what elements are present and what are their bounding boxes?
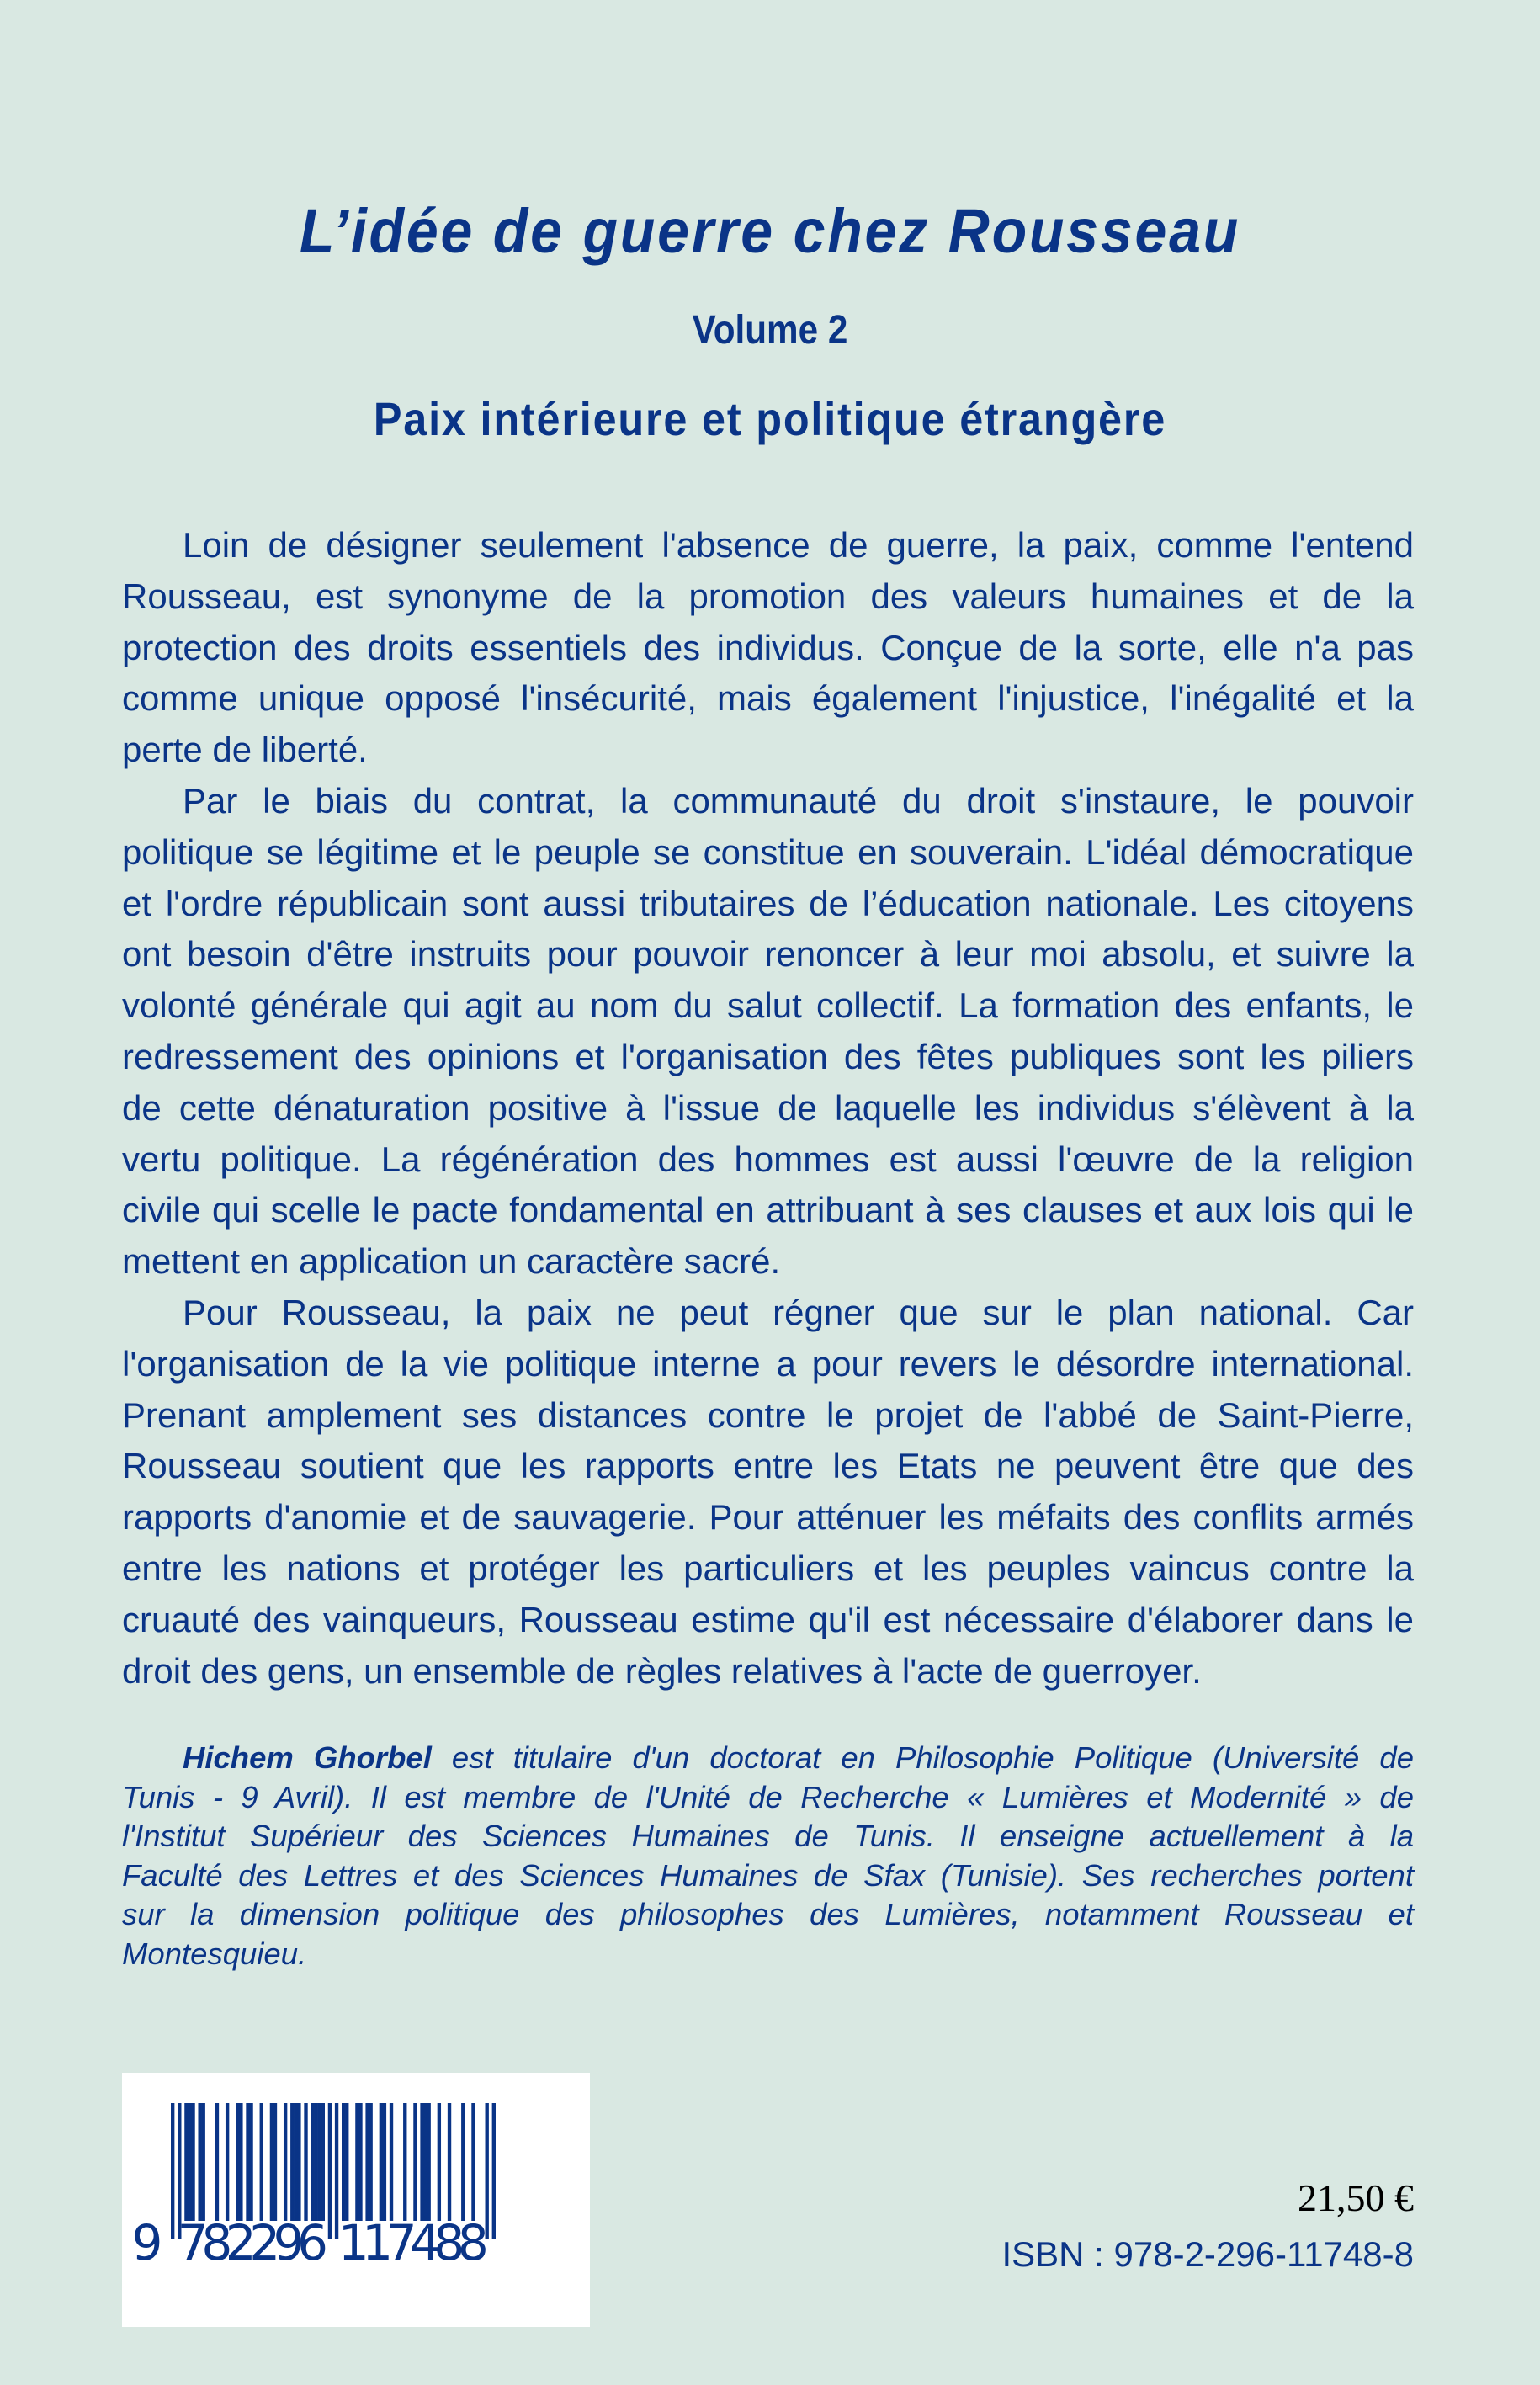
blurb-line: volonté générale qui agit au nom du salut collectif. La formation des enfants, le [122,985,1414,1026]
blurb-line: perte de liberté. [122,730,368,770]
barcode-bar [492,2103,496,2239]
author-bio [122,1739,1414,1974]
barcode-digit: 6 [297,2214,328,2271]
barcode-bar [249,2103,252,2221]
barcode-digit: 2 [249,2214,281,2271]
barcode-digit: 8 [433,2214,465,2271]
barcode-bar [215,2103,219,2221]
blurb-line: entre les nations et protéger les particuliers et les peuples vaincus contre la [122,1548,1414,1588]
blurb-line: de cette dénaturation positive à l'issue de laquelle les individus s'élèvent à la [122,1087,1414,1128]
barcode-bar [380,2103,383,2221]
blurb-line: cruauté des vainqueurs, Rousseau estime qu'il est nécessaire d'élaborer dans le [122,1599,1414,1639]
blurb-line: Loin de désigner seulement l'absence de guerre, la paix, comme l'entend [183,525,1414,565]
barcode-digit: 1 [362,2214,394,2271]
barcode-bar [390,2103,393,2221]
blurb-line: Pour Rousseau, la paix ne peut régner que sur le plan national. Car [183,1292,1414,1332]
barcode-bar [184,2103,188,2221]
barcode-bar [273,2103,277,2221]
bio-line: Hichem Ghorbel est titulaire d'un doctorat en Philosophie Politique (Université de [183,1740,1414,1775]
blurb-line: Prenant amplement ses distances contre le projet de l'abbé de Saint-Pierre, [122,1394,1414,1435]
barcode-bar [226,2103,229,2221]
barcode-digit: 8 [457,2214,489,2271]
author-name: Hichem Ghorbel [183,1740,432,1775]
blurb-line: l'organisation de la vie politique interne a pour revers le désordre international. [122,1343,1414,1384]
blurb [122,520,1414,1697]
barcode-bar [246,2103,249,2221]
barcode-bar [315,2103,318,2221]
barcode-digit: 7 [177,2214,209,2271]
isbn-barcode [122,2073,590,2327]
barcode-bar [297,2103,300,2221]
barcode-bar [471,2103,475,2221]
barcode-bar [345,2103,348,2221]
book-subtitle: Paix intérieure et politique étrangère [373,392,1167,445]
barcode-bar [358,2103,362,2221]
volume-label: Volume 2 [692,308,848,353]
barcode-bar [403,2103,406,2221]
barcode-digit: 2 [225,2214,257,2271]
barcode-bar [427,2103,431,2221]
barcode-bar [284,2103,287,2221]
barcode-digit: 9 [131,2214,163,2271]
barcode-bar [318,2103,321,2221]
blurb-line: Rousseau, est synonyme de la promotion des valeurs humaines et de la [122,576,1414,616]
barcode-bar [369,2103,372,2221]
barcode-bar [191,2103,194,2221]
blurb-line: civile qui scelle le pacte fondamental en attribuant à ses clauses et aux lois qui le [122,1190,1414,1230]
price: 21,50 € [1298,2176,1414,2219]
barcode-bar [355,2103,358,2221]
blurb-line: protection des droits essentiels des individus. Conçue de la sorte, elle n'a pas [122,627,1414,667]
barcode-bar [413,2103,417,2221]
barcode-bar [420,2103,423,2221]
blurb-line: mettent en application un caractère sacré. [122,1241,781,1282]
barcode-bar [239,2103,242,2221]
barcode-bar [438,2103,441,2221]
barcode-bar [311,2103,314,2221]
blurb-line: rapports d'anomie et de sauvagerie. Pour atténuer les méfaits des conflits armés [122,1497,1414,1538]
bio-line: Tunis - 9 Avril). Il est membre de l'Unité de Recherche « Lumières et Modernité » de [122,1779,1414,1814]
isbn-number: ISBN : 978-2-296-11748-8 [1001,2234,1414,2274]
barcode-bar [171,2103,174,2239]
bio-line: Montesquieu. [122,1936,307,1971]
blurb-line: vertu politique. La régénération des hommes est aussi l'œuvre de la religion [122,1139,1414,1179]
blurb-line: comme unique opposé l'insécurité, mais également l'injustice, l'inégalité et la [122,678,1414,719]
barcode-bar [383,2103,386,2221]
bio-line: l'Institut Supérieur des Sciences Humaines de Tunis. Il enseigne actuellement à la [122,1819,1414,1854]
barcode-bar [202,2103,205,2221]
barcode-bar [290,2103,294,2221]
bio-line: Faculté des Lettres et des Sciences Humaines de Sfax (Tunisie). Ses recherches portent [122,1857,1414,1893]
barcode-bar [270,2103,273,2221]
barcode-digit: 9 [273,2214,305,2271]
barcode-digit: 7 [385,2214,417,2271]
barcode-bar [260,2103,263,2221]
bio-line: sur la dimension politique des philosophes des Lumières, notamment Rousseau et [122,1897,1414,1932]
barcode-graphic [122,2073,590,2327]
blurb-line: politique se légitime et le peuple se constitue en souverain. L'idéal démocratique [122,831,1414,872]
barcode-bar [365,2103,369,2221]
barcode-bar [342,2103,345,2221]
barcode-digit: 4 [410,2214,441,2271]
barcode-bar [236,2103,239,2221]
blurb-line: Par le biais du contrat, la communauté du droit s'instaure, le pouvoir [183,780,1414,821]
barcode-digit: 8 [201,2214,233,2271]
book-title: L’idée de guerre chez Rousseau [299,196,1241,266]
barcode-bar [448,2103,451,2221]
blurb-line: Rousseau soutient que les rapports entre les Etats ne peuvent être que des [122,1446,1414,1486]
blurb-line: et l'ordre républicain sont aussi tributaires de l’éducation nationale. Les citoyens [122,883,1414,923]
barcode-bar [321,2103,325,2221]
blurb-line: redressement des opinions et l'organisation des fêtes publiques sont les piliers [122,1036,1414,1076]
blurb-line: droit des gens, un ensemble de règles relatives à l'acte de guerroyer. [122,1650,1202,1691]
blurb-line: ont besoin d'être instruits pour pouvoir renoncer à leur moi absolu, et suivre la [122,934,1414,975]
barcode-bar [188,2103,191,2221]
barcode-bar [294,2103,297,2221]
barcode-bar [198,2103,201,2221]
barcode-bar [328,2103,332,2239]
barcode-bar [423,2103,427,2221]
barcode-digit: 1 [337,2214,369,2271]
barcode-bar [461,2103,465,2221]
barcode-bar [304,2103,307,2221]
